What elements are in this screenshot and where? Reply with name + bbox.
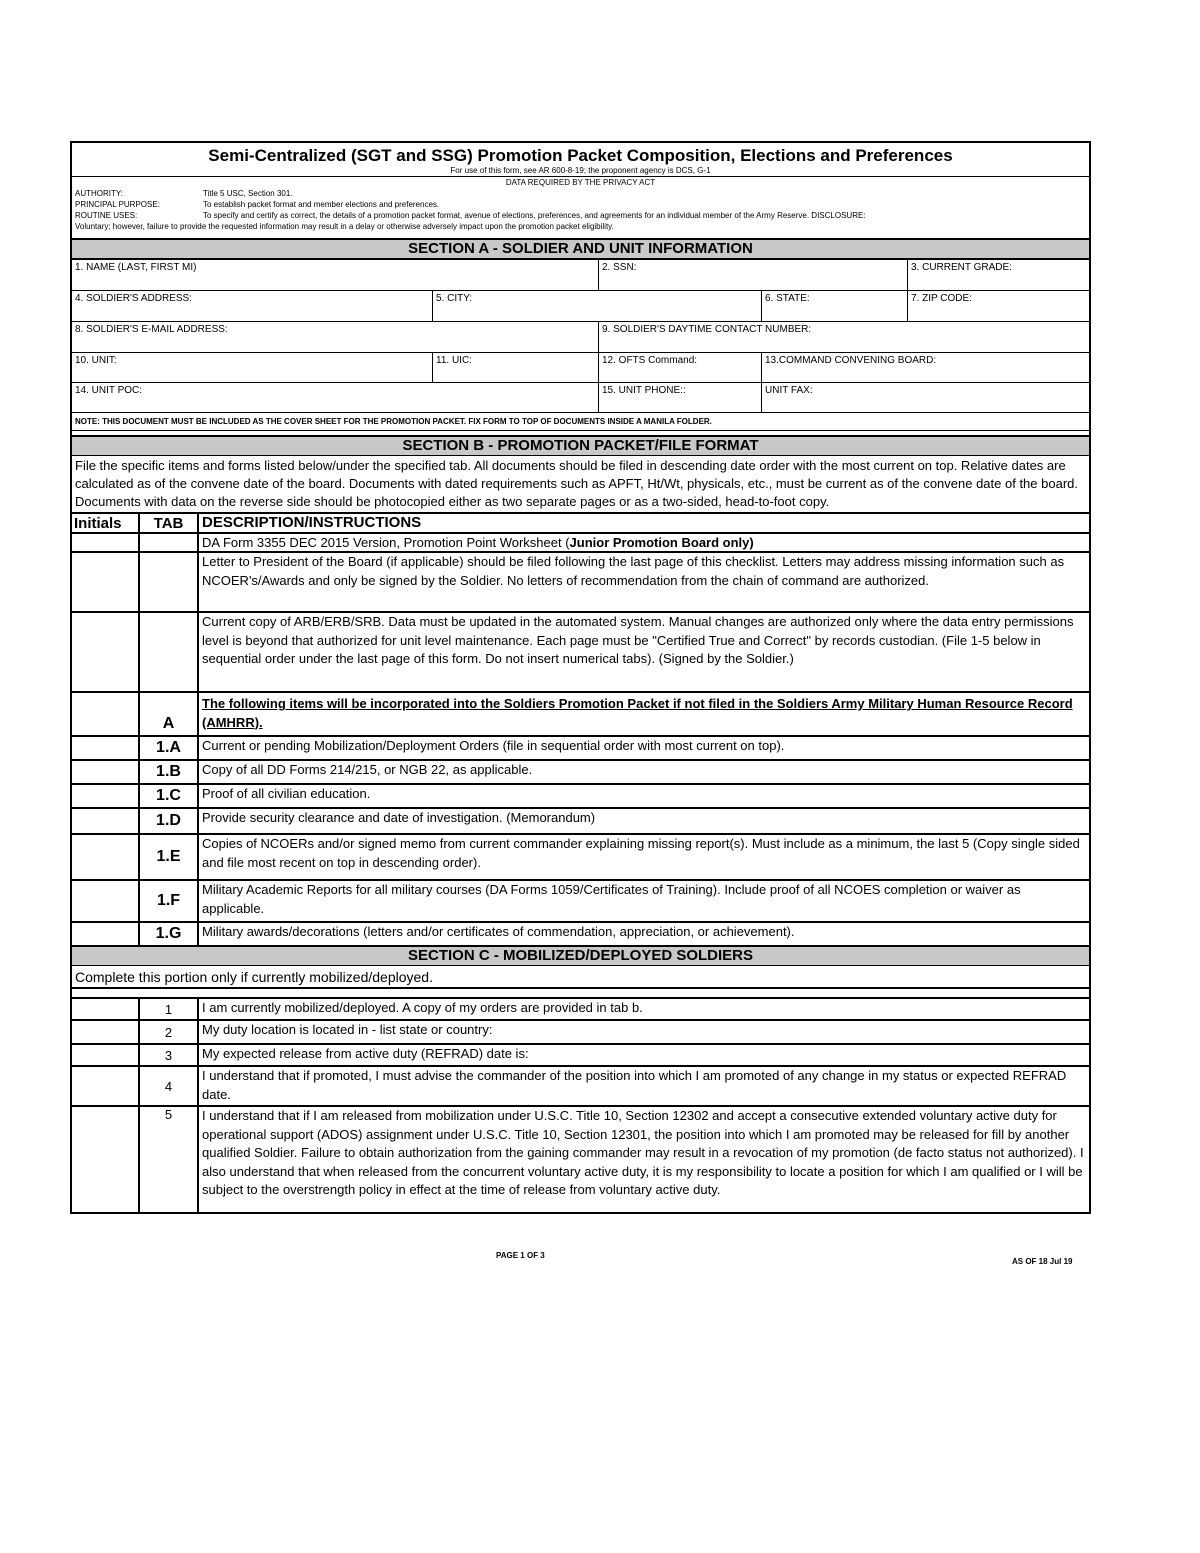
tab-cell: 1.D [140, 809, 199, 833]
description-cell: Current or pending Mobilization/Deployment Orders (file in sequential order with most current on top). [202, 738, 785, 753]
statement-number: 1 [140, 999, 199, 1019]
table-row [72, 553, 1089, 613]
statement-number: 5 [140, 1107, 199, 1212]
statement-text: My expected release from active duty (REFRAD) date is: [202, 1046, 529, 1061]
section-c-instructions: Complete this portion only if currently mobilized/deployed. [72, 966, 1089, 989]
grade-field[interactable]: 3. CURRENT GRADE: [911, 262, 1012, 273]
tab-cell: 1.G [140, 923, 199, 945]
initials-cell[interactable] [72, 809, 140, 833]
privacy-act-block [72, 176, 1089, 234]
unit-field[interactable]: 10. UNIT: [72, 353, 433, 382]
initials-cell[interactable] [72, 553, 140, 611]
purpose-text: To establish packet format and member elections and preferences. [203, 200, 440, 209]
row-name-ssn-grade [72, 260, 1089, 291]
statement-text: I understand that if promoted, I must advise the commander of the position into which I am promoted of any change in my status or expected REFRAD date. [202, 1068, 1067, 1102]
statement-number: 3 [140, 1045, 199, 1065]
promotion-packet-form [70, 141, 1091, 1214]
purpose-label: PRINCIPAL PURPOSE: [75, 200, 160, 209]
section-b-items [72, 737, 1089, 947]
description-cell: Military awards/decorations (letters and/or certificates of commendation, appreciation, or achievement). [202, 924, 795, 939]
disclosure-text: Voluntary; however, failure to provide the requested information may result in a delay or otherwise adversely impact upon the promotion packet eligibility. [75, 222, 614, 231]
daytime-phone-field[interactable]: 9. SOLDIER'S DAYTIME CONTACT NUMBER: [602, 324, 812, 335]
statement-text: I am currently mobilized/deployed. A copy of my orders are provided in tab b. [202, 1000, 643, 1015]
spacer [72, 989, 1089, 999]
tab-cell: 1.F [140, 881, 199, 921]
table-row [72, 1107, 1089, 1212]
city-field[interactable]: 5. CITY: [433, 291, 762, 321]
initials-cell[interactable] [72, 737, 140, 759]
initials-cell[interactable] [72, 534, 140, 551]
section-b-instructions: File the specific items and forms listed below/under the specified tab. All documents should be filed in descending date order with the most current on top. Relative dates are calculated as of the convene date of the board. Documents with dated requirements such as APFT, Ht/Wt, physicals, etc., must be current as of the convene date of the board. Documents with data on the reverse side should be photocopied either as two separate pages or as a two-sided, head-to-foot copy. [72, 456, 1089, 514]
table-row [72, 737, 1089, 761]
statement-number: 2 [140, 1021, 199, 1043]
initials-cell[interactable] [72, 881, 140, 921]
initials-cell[interactable] [72, 1067, 140, 1105]
description-cell: Military Academic Reports for all military courses (DA Forms 1059/Certificates of Training). Include proof of all NCOES completion or waiver as applicable. [202, 882, 1021, 916]
zip-field[interactable]: 7. ZIP CODE: [911, 293, 972, 304]
initials-cell[interactable] [72, 613, 140, 691]
authority-label: AUTHORITY: [75, 189, 124, 198]
initials-cell[interactable] [72, 693, 140, 735]
table-row [72, 1021, 1089, 1045]
form-title: Semi-Centralized (SGT and SSG) Promotion Packet Composition, Elections and Preferences [208, 146, 953, 165]
section-c-heading: SECTION C - MOBILIZED/DEPLOYED SOLDIERS [72, 947, 1089, 966]
row-address [72, 291, 1089, 322]
tab-cell: A [140, 693, 199, 735]
table-row [72, 835, 1089, 881]
section-c-items [72, 999, 1089, 1212]
table-header-row [72, 514, 1089, 534]
description-cell: Letter to President of the Board (if applicable) should be filed following the last page of this checklist. Letters may address missing information such as NCOER's/Awards and only be signed by the Soldier. No letters of recommendation from the chain of command are authorized. [202, 554, 1065, 588]
table-row [72, 693, 1089, 737]
initials-cell[interactable] [72, 1045, 140, 1065]
table-row [72, 881, 1089, 923]
tab-cell [140, 534, 199, 551]
ofts-command-field[interactable]: 12. OFTS Command: [599, 353, 762, 382]
statement-number: 4 [140, 1067, 199, 1105]
email-field[interactable]: 8. SOLDIER'S E-MAIL ADDRESS: [72, 322, 599, 352]
col-tab-header: TAB [140, 514, 199, 532]
name-field[interactable]: 1. NAME (LAST, FIRST MI) [72, 260, 599, 290]
initials-cell[interactable] [72, 835, 140, 879]
description-cell: The following items will be incorporated into the Soldiers Promotion Packet if not filed in the Soldiers Army Military Human Resource Record (AMHRR). [202, 696, 1073, 730]
table-row [72, 534, 1089, 553]
privacy-heading: DATA REQUIRED BY THE PRIVACY ACT [505, 178, 656, 187]
worksheet-text-bold: Junior Promotion Board only) [569, 535, 754, 550]
description-cell: Current copy of ARB/ERB/SRB. Data must be updated in the automated system. Manual changes are authorized only where the data entry permissions level is beyond that authorized for unit level maintenance. Each page must be "Certified True and Correct" by records custodian. (File 1-5 below in sequential order under the last page of this form. Do not insert numerical tabs). (Signed by the Soldier.) [202, 614, 1074, 666]
row-email-phone [72, 322, 1089, 353]
initials-cell[interactable] [72, 999, 140, 1019]
initials-cell[interactable] [72, 1107, 140, 1212]
description-cell: Provide security clearance and date of investigation. (Memorandum) [202, 810, 596, 825]
description-cell [199, 534, 1089, 551]
worksheet-text: DA Form 3355 DEC 2015 Version, Promotion Point Worksheet ( [202, 535, 570, 550]
statement-text: My duty location is located in - list state or country: [202, 1022, 493, 1037]
row-unit-poc [72, 383, 1089, 413]
table-row [72, 761, 1089, 785]
tab-cell: 1.C [140, 785, 199, 807]
authority-text: Title 5 USC, Section 301. [203, 189, 293, 198]
section-b-heading: SECTION B - PROMOTION PACKET/FILE FORMAT [72, 435, 1089, 456]
table-row [72, 923, 1089, 947]
tab-cell: 1.A [140, 737, 199, 759]
tab-cell [140, 613, 199, 691]
statement-text: I understand that if I am released from mobilization under U.S.C. Title 10, Section 12302 and accept a consecutive extended voluntary active duty for operational support (ADOS) assignment under U.S.C. Title 10, Section 12301, the position into which I am promoted may be released for fill by another qualified Soldier. Failure to obtain authorization from the gaining commander may result in a revocation of my promotion (de facto status not authorized). I also understand that when released from the concurrent voluntary active duty, it is my responsibility to locate a position for which I am qualified or I will be subject to the overstrength policy in effect at the time of release from voluntary active duty. [202, 1108, 1084, 1197]
tab-cell: 1.E [140, 835, 199, 879]
tab-cell: 1.B [140, 761, 199, 783]
ssn-field[interactable]: 2. SSN: [599, 260, 908, 290]
page-number: PAGE 1 OF 3 [496, 1251, 545, 1260]
table-row [72, 1067, 1089, 1107]
unit-poc-field[interactable]: 14. UNIT POC: [72, 383, 599, 412]
unit-phone-field[interactable]: 15. UNIT PHONE:: [599, 383, 762, 412]
initials-cell[interactable] [72, 785, 140, 807]
table-row [72, 613, 1089, 693]
convening-board-field[interactable]: 13.COMMAND CONVENING BOARD: [765, 355, 937, 366]
address-field[interactable]: 4. SOLDIER'S ADDRESS: [72, 291, 433, 321]
unit-fax-field[interactable]: UNIT FAX: [765, 385, 813, 396]
table-row [72, 809, 1089, 835]
uic-field[interactable]: 11. UIC: [433, 353, 599, 382]
table-row [72, 785, 1089, 809]
routine-label: ROUTINE USES: [75, 211, 138, 220]
state-field[interactable]: 6. STATE: [762, 291, 908, 321]
initials-cell[interactable] [72, 1021, 140, 1043]
routine-text: To specify and certify as correct, the details of a promotion packet format, avenue of elections, preferences, and agreements for an individual member of the Army Reserve. DISCLOSURE: [203, 211, 866, 220]
initials-cell[interactable] [72, 761, 140, 783]
tab-cell [140, 553, 199, 611]
col-initials-header: Initials [72, 514, 140, 532]
col-description-header: DESCRIPTION/INSTRUCTIONS [202, 514, 422, 531]
section-a-heading: SECTION A - SOLDIER AND UNIT INFORMATION [72, 238, 1089, 260]
as-of-date: AS OF 18 Jul 19 [1012, 1257, 1073, 1266]
table-row [72, 1045, 1089, 1067]
description-cell: Proof of all civilian education. [202, 786, 371, 801]
table-row [72, 999, 1089, 1021]
cover-sheet-note: NOTE: THIS DOCUMENT MUST BE INCLUDED AS THE COVER SHEET FOR THE PROMOTION PACKET. FIX FORM TO TOP OF DOCUMENTS INSIDE A MANILA FOLDER. [72, 413, 1089, 431]
row-unit [72, 353, 1089, 383]
description-cell: Copies of NCOERs and/or signed memo from current commander explaining missing report(s). Must include as a minimum, the last 5 (Copy single sided and file most recent on top in descending order). [202, 836, 1080, 870]
description-cell: Copy of all DD Forms 214/215, or NGB 22, as applicable. [202, 762, 533, 777]
form-subtitle: For use of this form, see AR 600-8-19; the proponent agency is DCS, G-1 [450, 166, 711, 175]
initials-cell[interactable] [72, 923, 140, 945]
